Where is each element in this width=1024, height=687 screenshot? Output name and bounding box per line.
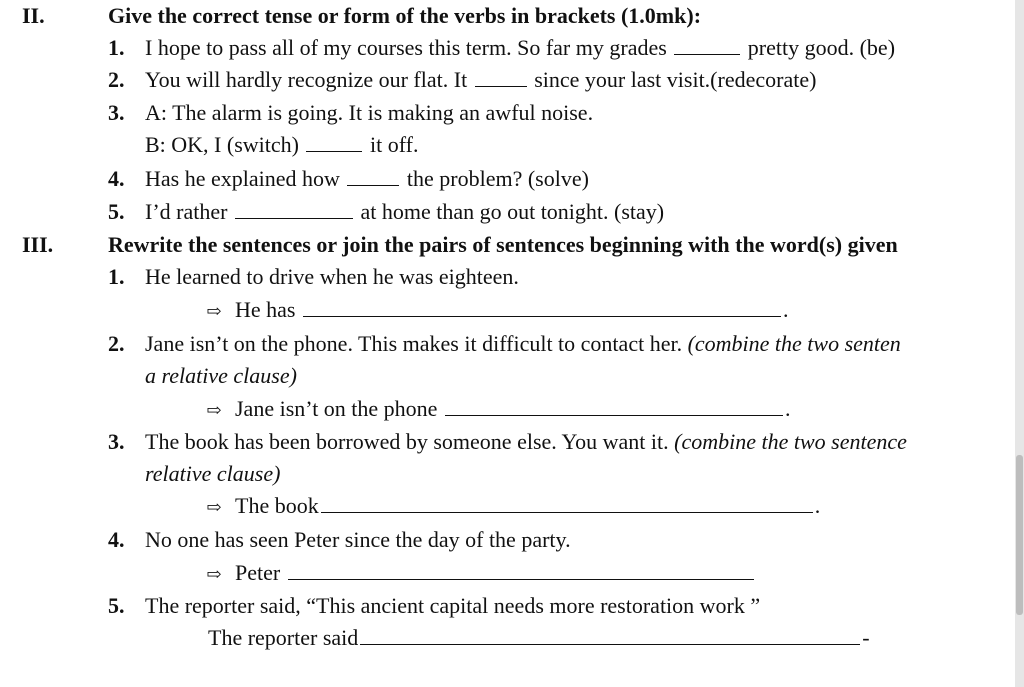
answer-blank[interactable] [235, 198, 353, 219]
section-2-title: Give the correct tense or form of the verbs in brackets (1.0mk): [108, 3, 702, 28]
s3-item-1-start: He has [235, 297, 296, 322]
s2-item-5-hint: at home than go out tonight. (stay) [360, 199, 665, 224]
s3-item-4-start: Peter [235, 560, 281, 585]
s3-item-3-answer [205, 492, 820, 521]
s2-item-2 [145, 66, 816, 94]
s2-item-3-line-b [145, 131, 418, 159]
s3-item-2-hint: (combine the two senten [687, 331, 901, 356]
s2-item-3-tail: it off. [369, 132, 419, 157]
s3-item-2-hint-cont: a relative clause) [145, 363, 297, 388]
hollow-right-arrow-icon: ⇨ [206, 564, 222, 584]
answer-line[interactable] [360, 624, 860, 645]
answer-blank[interactable] [347, 165, 399, 186]
answer-line[interactable] [288, 559, 754, 580]
s3-item-5-answer [208, 624, 870, 652]
answer-blank[interactable] [306, 131, 362, 152]
answer-line[interactable] [303, 296, 781, 317]
hollow-right-arrow-icon: ⇨ [206, 497, 222, 517]
s2-item-3-number: 3. [108, 100, 125, 125]
s2-item-1-text: I hope to pass all of my courses this term. So far my grades [145, 35, 667, 60]
answer-blank[interactable] [674, 34, 740, 55]
scrollbar-thumb[interactable] [1016, 455, 1023, 615]
section-2-number: II. [22, 3, 45, 28]
s3-item-1-number: 1. [108, 264, 125, 289]
s3-item-3-hint-cont: relative clause) [145, 461, 281, 486]
s3-item-3-hint: (combine the two sentence [674, 429, 907, 454]
period: . [814, 493, 821, 518]
dash: - [862, 625, 870, 650]
period: . [784, 396, 791, 421]
s3-item-2-start: Jane isn’t on the phone [235, 396, 438, 421]
s3-item-3-start: The book [235, 493, 319, 518]
s2-item-2-text: You will hardly recognize our flat. It [145, 67, 468, 92]
s3-item-4-text: No one has seen Peter since the day of the party. [145, 527, 571, 552]
s3-item-4-answer [205, 559, 756, 588]
s3-item-3-sentence: The book has been borrowed by someone else. You want it. [145, 429, 669, 454]
s2-item-3-text: B: OK, I (switch) [145, 132, 299, 157]
s3-item-5-number: 5. [108, 593, 125, 618]
answer-line[interactable] [445, 395, 783, 416]
s3-item-1-answer [205, 296, 788, 325]
section-3-title: Rewrite the sentences or join the pairs of sentences beginning with the word(s) given [108, 232, 898, 257]
s2-item-2-number: 2. [108, 67, 125, 92]
answer-line[interactable] [321, 492, 813, 513]
s2-item-1-number: 1. [108, 35, 125, 60]
s3-item-3-number: 3. [108, 429, 125, 454]
s3-item-2-answer [205, 395, 790, 424]
period: . [782, 297, 789, 322]
s3-item-2-text [145, 330, 1015, 358]
s2-item-4-text: Has he explained how [145, 166, 340, 191]
s2-item-4 [145, 165, 589, 193]
hollow-right-arrow-icon: ⇨ [206, 400, 222, 420]
s3-item-4-number: 4. [108, 527, 125, 552]
vertical-scrollbar[interactable] [1015, 0, 1024, 687]
hollow-right-arrow-icon: ⇨ [206, 301, 222, 321]
s3-item-1-text: He learned to drive when he was eighteen. [145, 264, 519, 289]
s3-item-3-text [145, 428, 1015, 456]
section-3-number: III. [22, 232, 54, 257]
s3-item-5-start: The reporter said [208, 625, 359, 650]
answer-blank[interactable] [475, 66, 527, 87]
s3-item-2-sentence: Jane isn’t on the phone. This makes it difficult to contact her. [145, 331, 683, 356]
s2-item-4-number: 4. [108, 166, 125, 191]
s2-item-2-hint: since your last visit.(redecorate) [534, 67, 817, 92]
s2-item-3-line-a: A: The alarm is going. It is making an awful noise. [145, 100, 594, 125]
s3-item-2-number: 2. [108, 331, 125, 356]
s2-item-5-text: I’d rather [145, 199, 228, 224]
s2-item-5-number: 5. [108, 199, 125, 224]
s2-item-4-hint: the problem? (solve) [406, 166, 589, 191]
s2-item-5 [145, 198, 664, 226]
s2-item-1 [145, 34, 895, 62]
s2-item-1-hint: pretty good. (be) [747, 35, 896, 60]
s3-item-5-text: The reporter said, “This ancient capital needs more restoration work ” [145, 593, 761, 618]
